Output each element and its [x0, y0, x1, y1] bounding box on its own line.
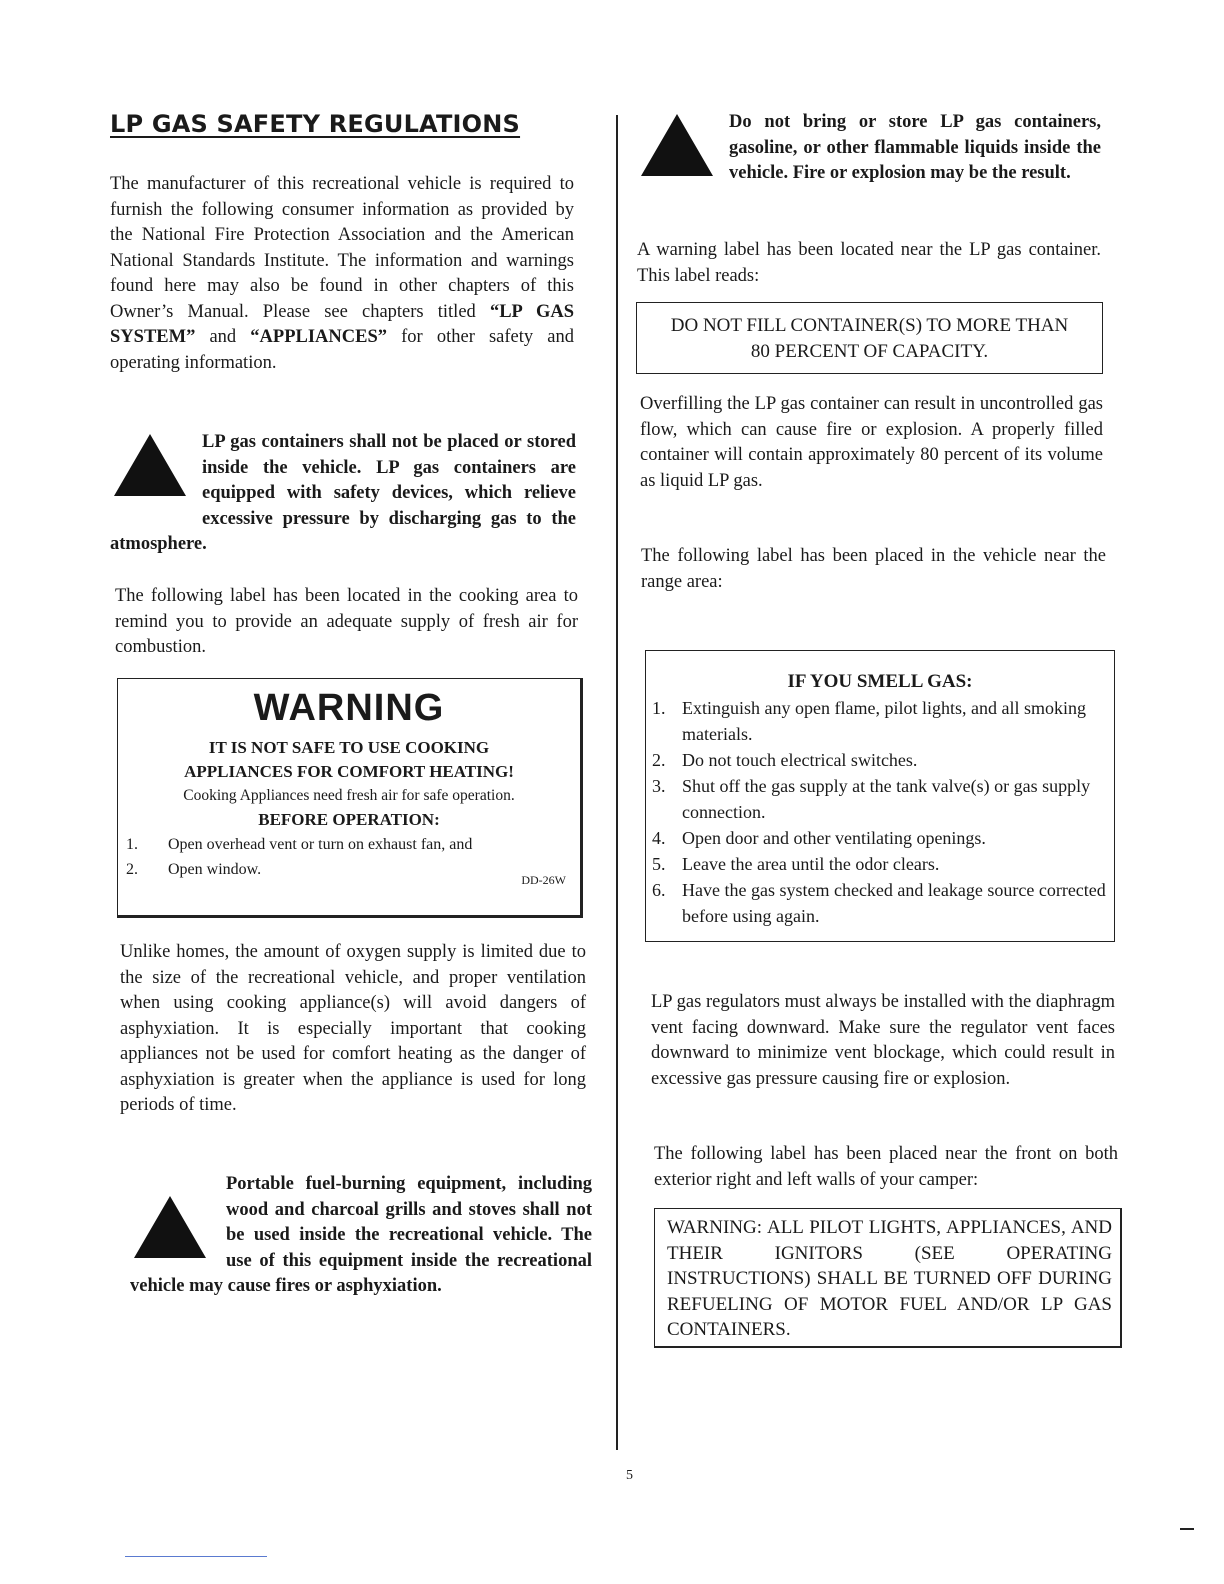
- before-operation: BEFORE OPERATION:: [258, 810, 440, 829]
- appliances-reference: “APPLIANCES”: [250, 327, 388, 347]
- intro-conjunction: and: [195, 327, 251, 347]
- list-item: 2. Do not touch electrical switches.: [652, 750, 918, 770]
- column-divider: [616, 115, 618, 1450]
- overfill-paragraph: Overfilling the LP gas container can result in uncontrolled gas flow, which can cause fire or explosion. A properly filled container will contain approximately 80 percent of its volume as liquid LP gas.: [640, 394, 1103, 491]
- warning-line-2: APPLIANCES FOR COMFORT HEATING!: [184, 762, 514, 781]
- containers-warning: [110, 430, 576, 558]
- capacity-line-1: DO NOT FILL CONTAINER(S) TO MORE THAN: [670, 315, 1069, 336]
- intro-text-end: for other safety and operating information.: [110, 327, 574, 373]
- list-item: 5. Leave the area until the odor clears.: [652, 854, 940, 874]
- container-label-intro: A warning label has been located near the LP gas container. This label reads:: [637, 240, 1101, 286]
- containers-warning-text: LP gas containers shall not be placed or stored inside the vehicle. LP gas containers are equipped with safety devices, which relieve excessive pressure by discharging gas to the atmosphere.: [110, 432, 576, 554]
- list-item: 1. Extinguish any open flame, pilot lights, and all smoking materials.: [652, 698, 1086, 744]
- list-item: 3. Shut off the gas supply at the tank valve(s) or gas supply connection.: [652, 776, 1091, 822]
- warning-line-1: IT IS NOT SAFE TO USE COOKING: [208, 738, 490, 757]
- refuel-warning-body: ALL PILOT LIGHTS, APPLIANCES, AND THEIR IGNITORS (SEE OPERATING INSTRUCTIONS) SHALL BE TURNED OFF DURING REFUELING OF MOTOR FUEL AND/OR LP GAS CONTAINERS.: [667, 1217, 1112, 1340]
- capacity-line-2: 80 PERCENT OF CAPACITY.: [750, 341, 989, 362]
- refuel-warning-text: [667, 1215, 1112, 1343]
- exterior-label-intro: The following label has been placed near the front on both exterior right and left walls of your camper:: [654, 1144, 1118, 1190]
- flammables-warning: [637, 110, 1101, 188]
- list-item: 1. Open overhead vent or turn on exhaust fan, and: [126, 836, 473, 853]
- cooking-warning-label: [117, 678, 583, 918]
- list-item: 4. Open door and other ventilating openings.: [652, 828, 986, 848]
- portable-equipment-text: Portable fuel-burning equipment, including wood and charcoal grills and stoves shall not be used inside the recreational vehicle. The use of this equipment inside the recreational vehicle may cause fires or asphyxiation.: [130, 1174, 592, 1296]
- portable-equipment-warning: [130, 1172, 592, 1300]
- intro-text: The manufacturer of this recreational vehicle is required to furnish the following consumer information as provided by the National Fire Protection Association and the American National Standards Institute. The information and warnings found here may also be found in other chapters of this Owner’s Manual. Please see chapters titled: [110, 174, 574, 322]
- warning-line-3: Cooking Appliances need fresh air for safe operation.: [183, 787, 515, 804]
- footer-rule: [125, 1556, 267, 1557]
- refuel-warning-prefix: WARNING:: [667, 1217, 762, 1238]
- regulators-paragraph: LP gas regulators must always be installed with the diaphragm vent facing downward. Make sure the regulator vent faces downward to minimize vent blockage, which could result in excessive gas pressure causing fire or explosion.: [651, 992, 1115, 1089]
- page-number: 5: [626, 1468, 633, 1483]
- cooking-label-intro: The following label has been located in the cooking area to remind you to provide an adequate supply of fresh air for combustion.: [115, 586, 578, 657]
- label-code: DD-26W: [521, 873, 566, 887]
- list-item: 2. Open window.: [126, 861, 262, 878]
- capacity-label: [636, 302, 1103, 374]
- warning-heading: WARNING: [253, 687, 445, 729]
- ventilation-paragraph: Unlike homes, the amount of oxygen supply is limited due to the size of the recreational vehicle, and proper ventilation when using cooking appliance(s) will avoid dangers of asphyxiation. It is especially important that cooking appliances not be used for comfort heating as the danger of asphyxiation is greater when the appliance is used for long periods of time.: [120, 942, 586, 1115]
- flammables-warning-text: Do not bring or store LP gas containers, gasoline, or other flammable liquids inside the vehicle. Fire or explosion may be the result.: [729, 112, 1101, 183]
- page-title: LP GAS SAFETY REGULATIONS: [110, 110, 521, 138]
- list-item: 6. Have the gas system checked and leakage source corrected before using again.: [652, 880, 1106, 926]
- smell-gas-steps: [646, 695, 1106, 929]
- warning-triangle-icon: [637, 110, 729, 188]
- intro-paragraph: [110, 172, 574, 376]
- operation-steps: [126, 832, 580, 882]
- warning-triangle-icon: [130, 1172, 226, 1274]
- range-label-intro: The following label has been placed in the vehicle near the range area:: [641, 546, 1106, 592]
- lp-gas-system-reference: “LP GAS SYSTEM”: [110, 301, 574, 347]
- margin-mark: [1180, 1528, 1194, 1530]
- refuel-warning-label: [654, 1208, 1122, 1348]
- smell-gas-heading: IF YOU SMELL GAS:: [787, 671, 973, 692]
- warning-triangle-icon: [110, 430, 202, 508]
- smell-gas-label: [645, 650, 1115, 942]
